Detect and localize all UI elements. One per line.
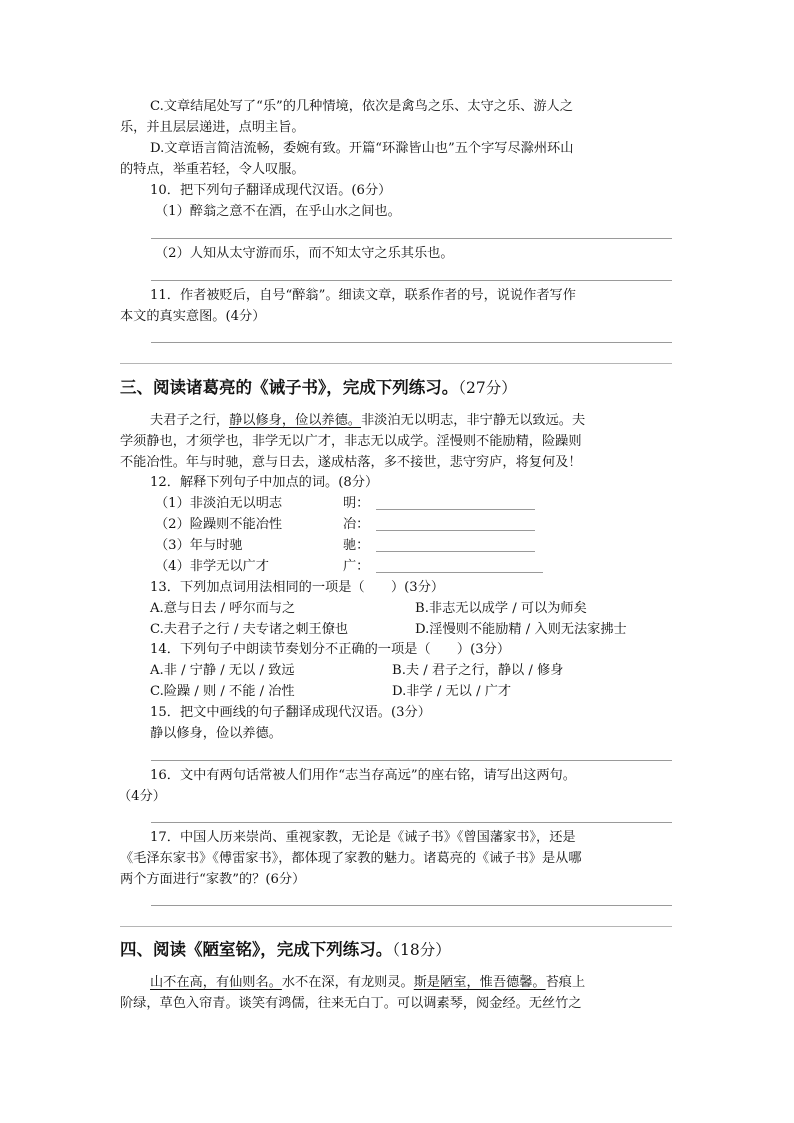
q14-stem: 14．下列句子中朗读节奏划分不正确的一项是（ ）(3分） (150, 642, 511, 657)
q14-option-a[interactable]: A.非 / 宁静 / 无以 / 致远 (150, 663, 295, 678)
q15-answer-line[interactable] (151, 760, 672, 761)
q16-line1: 16．文中有两句话常被人们用作“志当存高远”的座右铭，请写出这两句。 (150, 768, 576, 783)
section-4-title (120, 938, 451, 962)
passage-4-line2: 阶绿，草色入帘青。谈笑有鸿儒，往来无白丁。可以调素琴，阅金经。无丝竹之 (120, 996, 582, 1011)
q17-line1: 17．中国人历来崇尚、重视家教，无论是《诫子书》《曾国藩家书》，还是 (150, 830, 576, 845)
passage-4-underlined: 山不在高，有仙则名。 (150, 975, 282, 990)
passage-4-line1 (150, 973, 585, 993)
q13-option-b[interactable]: B.非志无以成学 / 可以为师矣 (415, 601, 587, 616)
q12-answer-blank[interactable] (376, 572, 543, 573)
q13-option-c[interactable]: C.夫君子之行 / 夫专诸之刺王僚也 (150, 622, 349, 637)
q16-line2: （4分） (118, 789, 166, 804)
q10-stem: 10．把下列句子翻译成现代汉语。(6分） (150, 183, 392, 198)
q11-line1: 11．作者被贬后，自号“醉翁”。细读文章，联系作者的号，说说作者写作 (150, 288, 576, 303)
q12-answer-blank[interactable] (376, 551, 535, 552)
q11-line2: 本文的真实意图。(4分） (120, 309, 266, 324)
q14-option-b[interactable]: B.夫 / 君子之行，静以 / 修身 (392, 663, 564, 678)
passage-3-line1 (150, 411, 585, 431)
q14-option-c[interactable]: C.险躁 / 则 / 不能 / 冶性 (150, 684, 295, 699)
section-4-score: （18分） (392, 941, 451, 959)
q12-stem: 12．解释下列句子中加点的词。(8分） (150, 475, 379, 490)
section-4-title-text: 四、阅读《陋室铭》，完成下列练习。 (120, 940, 393, 959)
q10-sentence-2: （2）人知从太守游而乐，而不知太守之乐其乐也。 (155, 246, 454, 261)
section-3-score: （27分） (458, 379, 517, 397)
q17-line2: 《毛泽东家书》《傅雷家书》，都体现了家教的魅力。诸葛亮的《诫子书》是从哪 (120, 851, 582, 866)
passage-4-underlined: 斯是陋室，惟吾德馨。 (413, 975, 546, 990)
q10-answer-line-1[interactable] (151, 238, 672, 239)
q12-word-label: 明： (343, 496, 370, 511)
q12-item: （3）年与时驰 (155, 538, 243, 553)
passage-4-text: 苔痕上 (545, 975, 586, 990)
q16-answer-line[interactable] (151, 822, 672, 823)
q12-answer-blank[interactable] (376, 509, 535, 510)
passage-3-line3: 不能冶性。年与时驰，意与日去，遂成枯落，多不接世，悲守穷庐，将复何及！ (120, 455, 582, 470)
q13-stem: 13．下列加点词用法相同的一项是（ ）(3分） (150, 580, 445, 595)
q17-answer-line[interactable] (151, 905, 672, 906)
q12-word-label: 广： (343, 559, 370, 574)
q13-option-d[interactable]: D.淫慢则不能励精 / 入则无法家拂士 (415, 622, 627, 637)
q11-answer-line[interactable] (151, 342, 672, 343)
q15-sentence: 静以修身，俭以养德。 (150, 726, 282, 741)
q9-option-c-line2: 乐，并且层层递进，点明主旨。 (120, 120, 305, 135)
q12-word-label: 驰： (343, 538, 370, 553)
section-divider (120, 363, 672, 364)
section-divider (120, 926, 672, 927)
section-3-title-text: 三、阅读诸葛亮的《诫子书》，完成下列练习。 (120, 378, 459, 397)
q9-option-d-line2: 的特点，举重若轻，令人叹服。 (120, 162, 305, 177)
q14-option-d[interactable]: D.非学 / 无以 / 广才 (392, 684, 512, 699)
passage-3-text: 夫君子之行， (150, 413, 230, 428)
passage-3-line2: 学须静也，才须学也，非学无以广才，非志无以成学。淫慢则不能励精，险躁则 (120, 434, 582, 449)
passage-4-text: 水不在深，有龙则灵。 (281, 975, 414, 990)
q12-item: （1）非淡泊无以明志 (155, 496, 283, 511)
passage-3-text: 非淡泊无以明志，非宁静无以致远。夫 (361, 413, 586, 428)
q9-option-c-line1: C.文章结尾处写了“乐”的几种情境，依次是禽鸟之乐、太守之乐、游人之 (150, 99, 573, 114)
section-3-title (120, 376, 517, 400)
q12-item: （2）险躁则不能冶性 (155, 517, 283, 532)
q10-answer-line-2[interactable] (151, 280, 672, 281)
passage-3-underlined: 静以修身，俭以养德。 (229, 413, 361, 428)
q10-sentence-1: （1）醉翁之意不在酒，在乎山水之间也。 (155, 204, 401, 219)
q15-stem: 15．把文中画线的句子翻译成现代汉语。(3分） (150, 705, 431, 720)
q12-item: （4）非学无以广才 (155, 559, 269, 574)
q17-line3: 两个方面进行“家教”的？(6分） (120, 872, 306, 887)
q13-option-a[interactable]: A.意与日去 / 呼尔而与之 (150, 601, 296, 616)
q12-word-label: 冶： (343, 517, 370, 532)
q9-option-d-line1: D.文章语言简洁流畅，委婉有致。开篇“环滁皆山也”五个字写尽滁州环山 (150, 141, 574, 156)
q12-answer-blank[interactable] (376, 530, 535, 531)
